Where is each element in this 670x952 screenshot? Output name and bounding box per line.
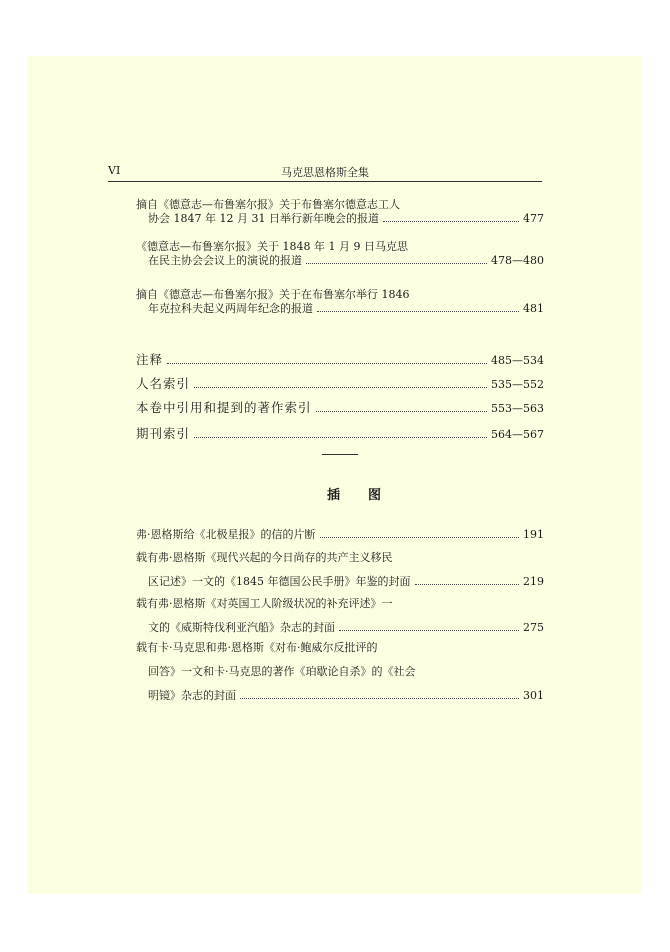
page-ref: 478—480 xyxy=(491,254,544,267)
illustration-line: 区记述》一文的《1845 年德国公民手册》年鉴的封面 xyxy=(148,575,411,588)
illustration-entry xyxy=(136,641,544,703)
dot-leader xyxy=(383,220,519,222)
book-title: 马克思恩格斯全集 xyxy=(281,166,369,179)
dot-leader xyxy=(194,436,487,438)
illustration-entry xyxy=(136,528,544,542)
page-ref: 219 xyxy=(523,575,544,588)
appendix-entry xyxy=(136,401,544,415)
toc-entry xyxy=(136,240,544,268)
illustration-line: 载有卡·马克思和弗·恩格斯《对布·鲍威尔反批评的 xyxy=(136,641,378,654)
dot-leader xyxy=(167,362,487,364)
appendix-entry xyxy=(136,377,544,391)
appendix-label: 本卷中引用和提到的著作索引 xyxy=(136,400,312,415)
dot-leader xyxy=(306,262,487,264)
page-ref: 553—563 xyxy=(491,402,544,415)
toc-entry-line: 协会 1847 年 12 月 31 日举行新年晚会的报道 xyxy=(148,212,379,225)
toc-entry-line: 年克拉科夫起义两周年纪念的报道 xyxy=(148,302,313,315)
page-ref: 191 xyxy=(523,528,544,541)
toc-entry xyxy=(136,198,544,226)
appendix-entry xyxy=(136,353,544,367)
toc-entry-line: 《德意志—布鲁塞尔报》关于 1848 年 1 月 9 日马克思 xyxy=(136,240,408,253)
page-ref: 481 xyxy=(523,302,544,315)
dot-leader xyxy=(339,629,519,631)
illustration-entry xyxy=(136,551,544,589)
appendix-label: 期刊索引 xyxy=(136,426,191,441)
illustration-line: 弗·恩格斯给《北极星报》的信的片断 xyxy=(136,528,316,541)
dot-leader xyxy=(317,310,519,312)
header-rule xyxy=(108,181,542,182)
toc-entry-line: 摘自《德意志—布鲁塞尔报》关于在布鲁塞尔举行 1846 xyxy=(136,288,410,301)
dot-leader xyxy=(194,386,487,388)
dot-leader xyxy=(320,536,520,538)
appendix-label: 人名索引 xyxy=(136,376,191,391)
illustration-line: 文的《威斯特伐利亚汽船》杂志的封面 xyxy=(148,621,335,634)
dot-leader xyxy=(316,410,487,412)
illustration-line: 载有弗·恩格斯《对英国工人阶级状况的补充评述》一 xyxy=(136,597,393,610)
page-ref: 535—552 xyxy=(491,378,544,391)
illustrations-heading: 插图 xyxy=(326,488,409,503)
section-divider xyxy=(322,454,358,455)
illustration-line: 明镜》杂志的封面 xyxy=(148,689,236,702)
dot-leader xyxy=(415,583,520,585)
illustration-entry xyxy=(136,597,544,635)
appendix-entry xyxy=(136,427,544,441)
page-ref: 564—567 xyxy=(491,428,544,441)
page-ref: 485—534 xyxy=(491,354,544,367)
toc-entry-line: 摘自《德意志—布鲁塞尔报》关于布鲁塞尔德意志工人 xyxy=(136,198,400,211)
illustration-line: 回答》一文和卡·马克思的著作《珀歇论自杀》的《社会 xyxy=(148,665,416,678)
toc-entry xyxy=(136,288,544,316)
appendix-label: 注释 xyxy=(136,352,164,367)
page-ref: 477 xyxy=(523,212,544,225)
toc-entry-line: 在民主协会会议上的演说的报道 xyxy=(148,254,302,267)
illustration-line: 载有弗·恩格斯《现代兴起的今日尚存的共产主义移民 xyxy=(136,551,393,564)
running-header xyxy=(108,108,542,182)
page-ref: 275 xyxy=(523,621,544,634)
dot-leader xyxy=(240,697,519,699)
page-ref: 301 xyxy=(523,689,544,702)
page-number: VI xyxy=(108,164,121,177)
